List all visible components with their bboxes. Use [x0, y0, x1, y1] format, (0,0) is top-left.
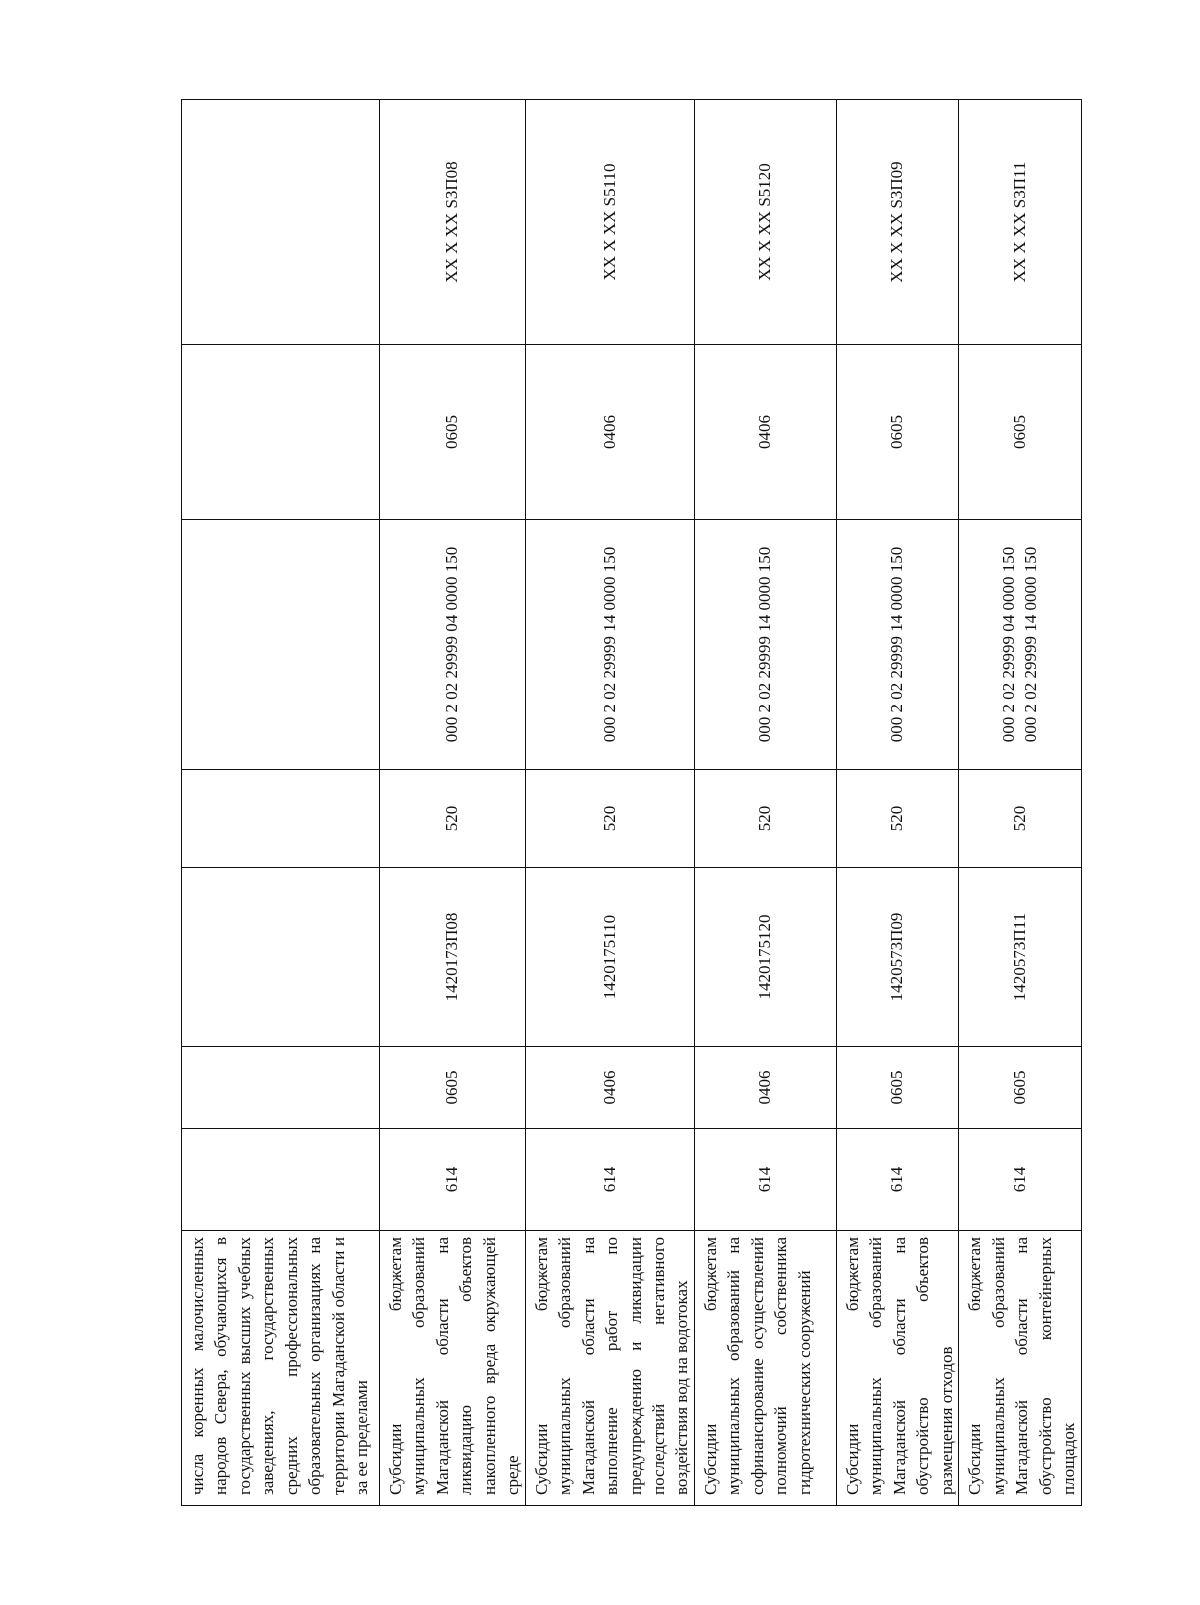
revenue-code: 000 2 02 29999 04 0000 150 — [999, 546, 1019, 743]
local-code-cell: XX X XX S5120 — [694, 100, 836, 345]
table-row — [694, 100, 836, 1506]
gp-code-cell: 614 — [380, 1129, 526, 1231]
table-row — [836, 100, 958, 1506]
table-row — [525, 100, 694, 1506]
local-code-cell: XX X XX S3П09 — [836, 100, 958, 345]
rotated-page-content — [181, 100, 1078, 1506]
section-code-2-cell: 0605 — [380, 345, 526, 520]
table-row — [959, 100, 1082, 1506]
subsidy-name-cell: Субсидии бюджетам муниципальных образований Магаданской области на обустройство контейнерных площадок — [959, 1231, 1082, 1506]
expense-type-cell: 520 — [380, 770, 526, 868]
table-row — [380, 100, 526, 1506]
revenue-code: 000 2 02 29999 14 0000 150 — [1021, 546, 1041, 743]
local-code-cell: XX X XX S5110 — [525, 100, 694, 345]
target-article-cell: 1420173П08 — [380, 868, 526, 1047]
section-code-2-cell: 0605 — [836, 345, 958, 520]
expense-type-cell: 520 — [959, 770, 1082, 868]
section-code-2-cell — [182, 345, 380, 520]
subsidy-name-cell: Субсидии бюджетам муниципальных образований на софинансирование осуществлений полномочий собственника гидротехнических сооружений — [694, 1231, 836, 1506]
revenue-code-cell — [836, 520, 958, 770]
target-article-cell: 1420175120 — [694, 868, 836, 1047]
revenue-code-cell — [182, 520, 380, 770]
section-code-cell: 0605 — [836, 1047, 958, 1129]
section-code-2-cell: 0605 — [959, 345, 1082, 520]
revenue-code: 000 2 02 29999 14 0000 150 — [887, 546, 907, 743]
section-code-cell: 0406 — [525, 1047, 694, 1129]
table-row — [182, 100, 380, 1506]
revenue-code: 000 2 02 29999 04 0000 150 — [442, 546, 462, 743]
expense-type-cell — [182, 770, 380, 868]
expense-type-cell: 520 — [525, 770, 694, 868]
gp-code-cell: 614 — [525, 1129, 694, 1231]
gp-code-cell: 614 — [836, 1129, 958, 1231]
section-code-2-cell: 0406 — [525, 345, 694, 520]
subsidy-name-cell: числа коренных малочисленных народов Севера, обучающихся в государственных высших учебных заведениях, государственных средних профессиональных образовательных организациях на территории Магаданской области и за ее пределами — [182, 1231, 380, 1506]
expense-type-cell: 520 — [836, 770, 958, 868]
section-code-cell — [182, 1047, 380, 1129]
revenue-code-cell — [694, 520, 836, 770]
section-code-cell: 0406 — [694, 1047, 836, 1129]
local-code-cell — [182, 100, 380, 345]
revenue-code-cell — [525, 520, 694, 770]
target-article-cell — [182, 868, 380, 1047]
gp-code-cell: 614 — [959, 1129, 1082, 1231]
target-article-cell: 1420573П09 — [836, 868, 958, 1047]
section-code-2-cell: 0406 — [694, 345, 836, 520]
revenue-code: 000 2 02 29999 14 0000 150 — [599, 546, 619, 743]
gp-code-cell — [182, 1129, 380, 1231]
budget-codes-table — [181, 99, 1082, 1506]
target-article-cell: 1420175110 — [525, 868, 694, 1047]
local-code-cell: XX X XX S3П11 — [959, 100, 1082, 345]
gp-code-cell: 614 — [694, 1129, 836, 1231]
subsidy-name-cell: Субсидии бюджетам муниципальных образований Магаданской области на обустройство объектов размещения отходов — [836, 1231, 958, 1506]
revenue-code-cell — [380, 520, 526, 770]
section-code-cell: 0605 — [380, 1047, 526, 1129]
revenue-code-cell — [959, 520, 1082, 770]
expense-type-cell: 520 — [694, 770, 836, 868]
subsidy-name-cell: Субсидии бюджетам муниципальных образований Магаданской области на выполнение работ по предупреждению и ликвидации последствий негативного воздействия вод на водотоках — [525, 1231, 694, 1506]
revenue-code: 000 2 02 29999 14 0000 150 — [755, 546, 775, 743]
subsidy-name-cell: Субсидии бюджетам муниципальных образований Магаданской области на ликвидацию объектов накопленного вреда окружающей среде — [380, 1231, 526, 1506]
target-article-cell: 1420573П11 — [959, 868, 1082, 1047]
section-code-cell: 0605 — [959, 1047, 1082, 1129]
local-code-cell: XX X XX S3П08 — [380, 100, 526, 345]
